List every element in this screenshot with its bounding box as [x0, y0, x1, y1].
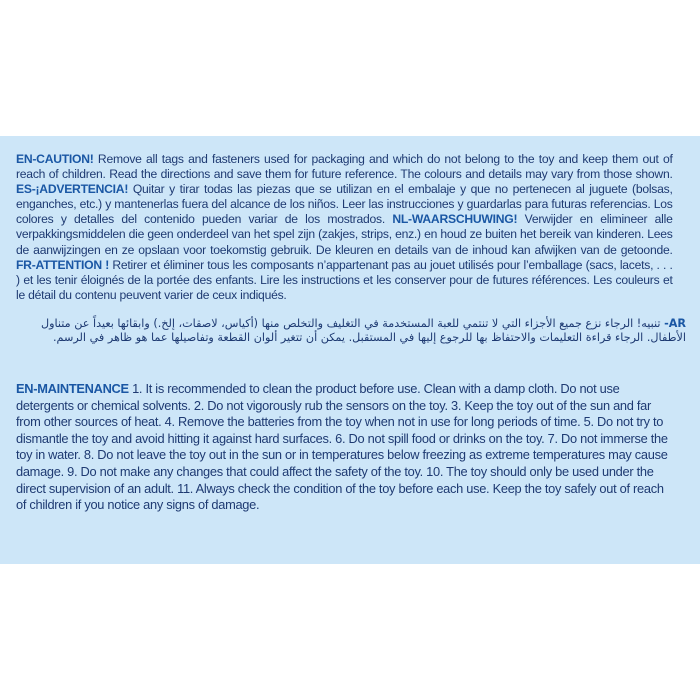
- warning-label-nl: NL-WAARSCHUWING!: [392, 212, 518, 227]
- warning-label-fr: FR-ATTENTION !: [16, 257, 110, 272]
- maintenance-section: [16, 381, 673, 514]
- warning-text-nl: Verwijder en elimineer alle verpakkingsmiddelen die geen onderdeel van het spel zijn (zakjes, strips, enz.) en houd ze buiten het bereik van kinderen. Lees de aanwijzingen en ze opslaan voor toekomstig gebruik. De kleuren en details van de inhoud kan afwijken van de getoonde.: [16, 212, 673, 257]
- warning-label-ar: AR-: [664, 316, 686, 330]
- warning-text-fr: Retirer et éliminer tous les composants n’appartenant pas au jouet utilisés pour l’emballage (sacs, lacets, . . . ) et les tenir éloignés de la portée des enfants. Lire les instructions et les conserver pour de futures références. Les couleurs et le détail du contenu peuvent varier de ceux indiqués.: [16, 257, 673, 302]
- instructions-panel: [0, 136, 700, 564]
- warning-text-ar: تنبيه! الرجاء نزع جميع الأجزاء التي لا تنتمي للعبة المستخدمة في التغليف والتخلص منها (أكياس، لاصقات، إلخ.) وابقائها بعيداً عن متناول الأطفال. الرجاء قراءة التعليمات والاحتفاظ بها للرجوع إليها في المستقبل. يمكن أن تتغير ألوان القطعة وتفاصيلها عما هو ظاهر في الرسم.: [40, 316, 686, 344]
- warning-label-es: ES-¡ADVERTENCIA!: [16, 182, 129, 197]
- warning-label-en: EN-CAUTION!: [16, 152, 94, 166]
- safety-warnings: [16, 152, 673, 303]
- warning-text-en: Remove all tags and fasteners used for packaging and which do not belong to the toy and keep them out of reach of children. Read the directions and save them for future reference. The colours and details may vary from those shown.: [16, 152, 673, 182]
- maintenance-label: EN-MAINTENANCE: [16, 380, 129, 396]
- warning-text-es: Quitar y tirar todas las piezas que se utilizan en el embalaje y que no pertenecen al juguete (bolsas, enganches, etc.) y mantenerlas fuera del alcance de los niños. Leer las instrucciones y guardarlas para futuras referencias. Los colores y detalles del contenido pueden variar de los mostrados.: [16, 182, 673, 227]
- maintenance-text: 1. It is recommended to clean the product before use. Clean with a damp cloth. Do not use detergents or chemical solvents. 2. Do not vigorously rub the sensors on the toy. 3. Keep the toy out of the sun and far from other sources of heat. 4. Remove the batteries from the toy when not in use for long periods of time. 5. Do not try to dismantle the toy and avoid hitting it against hard surfaces. 6. Do not spill food or drinks on the toy. 7. Do not immerse the toy in water. 8. Do not leave the toy out in the sun or in temperatures below freezing as extreme temperatures may cause damage. 9. Do not make any changes that could affect the safety of the toy. 10. The toy should only be used under the direct supervision of an adult. 11. Always check the condition of the toy before each use. Keep the toy safely out of reach of children if you notice any signs of damage.: [16, 380, 668, 513]
- warning-arabic: [16, 317, 686, 345]
